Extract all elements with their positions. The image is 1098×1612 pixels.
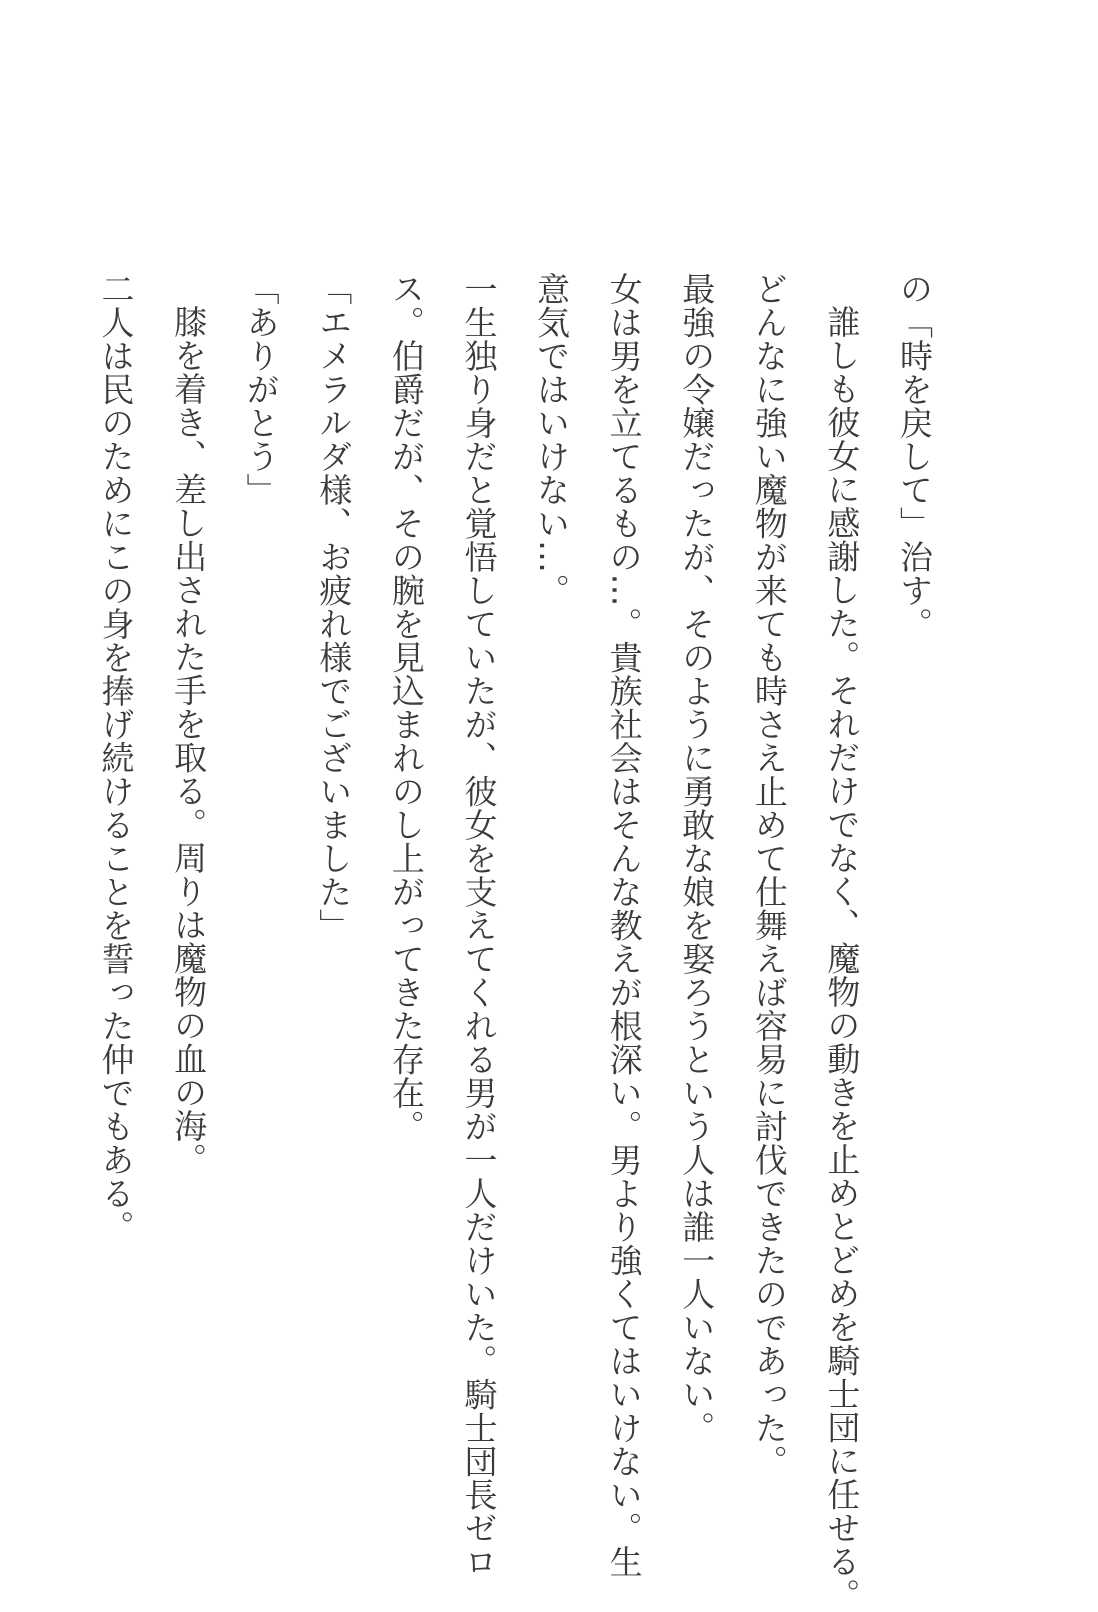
text-line-11: 膝を着き、差し出された手を取る。周りは魔物の血の海。 [169, 305, 209, 1176]
text-line-3: どんなに強い魔物が来ても時さえ止めて仕舞えば容易に討伐できたのであった。 [749, 272, 789, 1478]
text-line-6: 意気ではいけない…。 [532, 272, 572, 607]
text-line-1: の「時を戻して」治す。 [895, 272, 934, 641]
text-line-12: 二人は民のためにこの身を捧げ続けることを誓った仲でもある。 [96, 272, 136, 1244]
text-line-9: 「エメラルダ様、お疲れ様でございました」 [314, 272, 354, 942]
text-line-10: 「ありがとう」 [241, 272, 281, 507]
text-line-4: 最強の令嬢だったが、そのように勇敢な娘を娶ろうという人は誰一人いない。 [677, 272, 717, 1445]
text-line-8: ス。伯爵だが、その腕を見込まれのし上がってきた存在。 [386, 272, 426, 1143]
text-line-7: 一生独り身だと覚悟していたが、彼女を支えてくれる男が一人だけいた。騎士団長ゼロ [459, 272, 499, 1579]
text-line-2: 誰しも彼女に感謝した。それだけでなく、魔物の動きを止めとどめを騎士団に任せる。 [822, 305, 862, 1612]
text-line-5: 女は男を立てるもの…。貴族社会はそんな教えが根深い。男より強くてはいけない。生 [604, 272, 644, 1579]
vertical-text-block [96, 272, 950, 1612]
